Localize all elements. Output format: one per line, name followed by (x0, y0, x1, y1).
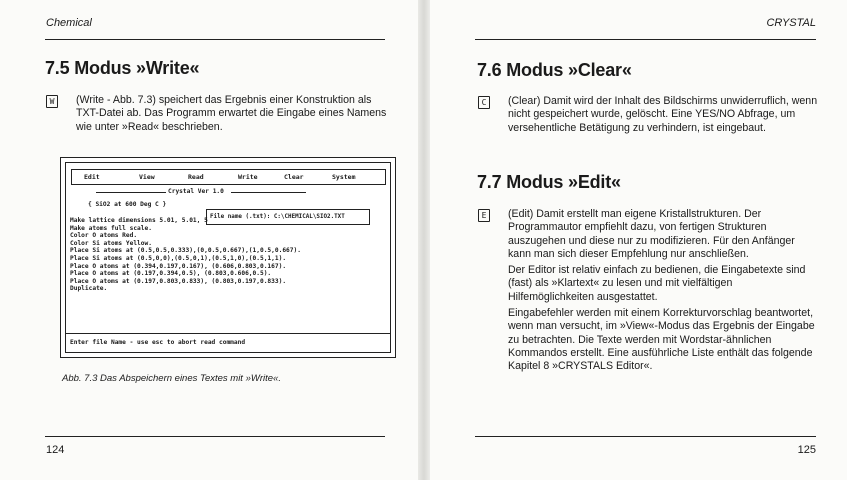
figure-caption: Abb. 7.3 Das Abspeichern eines Textes mit »Write«. (62, 373, 281, 384)
editor-line: Make lattice dimensions 5.01, 5.01, 5 (70, 217, 208, 224)
left-page (0, 0, 418, 480)
menu-item-system: System (332, 173, 356, 181)
file-name-dialog: File name (.txt): C:\CHEMICAL\SIO2.TXT (206, 209, 370, 225)
screenshot-figure (60, 157, 396, 358)
editor-line: Color Si atoms Yellow. (70, 239, 152, 247)
menu-item-clear: Clear (284, 173, 304, 181)
paragraph-clear: (Clear) Damit wird der Inhalt des Bildschirms unwiderruflich, wenn nicht gespeichert wurde, gelöscht. Eine YES/NO Abfrage, um versehentliche Betätigung zu verhindern, ist eingebaut. (508, 95, 818, 134)
section-heading-write: 7.5 Modus »Write« (45, 58, 200, 78)
section-heading-edit: 7.7 Modus »Edit« (477, 172, 621, 192)
paragraph-edit-3: Eingabefehler werden mit einem Korrekturvorschlag beantwortet, wenn man versucht, im »View«-Modus das Ergebnis der Eingabe zu betrachten. Die Texte werden mit Wordstar-ähnlichen Kommandos erstellt. Eine ausführliche Liste enthält das folgende Kapitel 8 »CRYSTALS Editor«. (508, 307, 815, 373)
title-bar (71, 188, 384, 196)
status-line: Enter file Name - use esc to abort read command (70, 339, 246, 346)
page-number-right: 125 (797, 444, 816, 456)
menu-item-read: Read (188, 173, 204, 181)
key-icon-w: W (46, 95, 58, 108)
menu-bar (71, 169, 386, 185)
key-icon-e: E (478, 209, 490, 222)
running-head-right: CRYSTAL (766, 17, 816, 29)
editor-line: Color O atoms Red. (70, 232, 138, 240)
running-head-left: Chemical (46, 17, 92, 29)
section-heading-clear: 7.6 Modus »Clear« (477, 60, 632, 80)
structure-label: { SiO2 at 600 Deg C } (88, 201, 167, 208)
page-number-left: 124 (46, 444, 65, 456)
editor-line: Duplicate. (70, 285, 108, 293)
editor-line: Place O atoms at (0.394,0.197,0.167), (0.606,0.803,0.167). (70, 262, 287, 270)
editor-line: Place Si atoms at (0.5,0.5,0.333),(0,0.5,0.667),(1,0.5,0.667). (70, 247, 301, 255)
right-page (430, 0, 847, 480)
editor-line: Place Si atoms at (0.5,0,0),(0.5,0,1),(0.5,1,0),(0.5,1,1). (70, 254, 287, 262)
screen-frame (65, 162, 391, 353)
editor-line: Place O atoms at (0.197,0.394,0.5), (0.803,0.606,0.5). (70, 270, 272, 278)
footer-rule-right (475, 436, 816, 437)
menu-item-edit: Edit (84, 173, 100, 181)
book-gutter (418, 0, 430, 480)
title-bar-text: Crystal Ver 1.0 (168, 188, 224, 195)
paragraph-write: (Write - Abb. 7.3) speichert das Ergebnis einer Konstruktion als TXT-Datei ab. Das Programm erwartet die Eingabe eines Namens wie unter »Read« beschrieben. (76, 94, 387, 133)
header-rule-right (475, 39, 816, 40)
header-rule-left (45, 39, 385, 40)
status-divider (66, 333, 390, 334)
menu-item-write: Write (238, 173, 258, 181)
key-icon-c: C (478, 96, 490, 109)
paragraph-edit-1: (Edit) Damit erstellt man eigene Kristallstrukturen. Der Programmautor empfiehlt dazu, von fertigen Strukturen auszugehen und diese nur zu modifizieren. Für den Anfänger kann man sich dieser Empfehlung nur anschließen. (508, 208, 795, 260)
menu-item-view: View (139, 173, 155, 181)
footer-rule-left (45, 436, 385, 437)
editor-line: Place O atoms at (0.197,0.803,0.833), (0.803,0.197,0.833). (70, 277, 287, 285)
editor-text (70, 217, 301, 293)
paragraph-edit-2: Der Editor ist relativ einfach zu bedienen, die Eingabetexte sind (fast) als »Klartext« zu lesen und mit vielfältigen Hilfemöglichkeiten ausgestattet. (508, 264, 806, 303)
editor-line: Make atoms full scale. (70, 224, 152, 232)
